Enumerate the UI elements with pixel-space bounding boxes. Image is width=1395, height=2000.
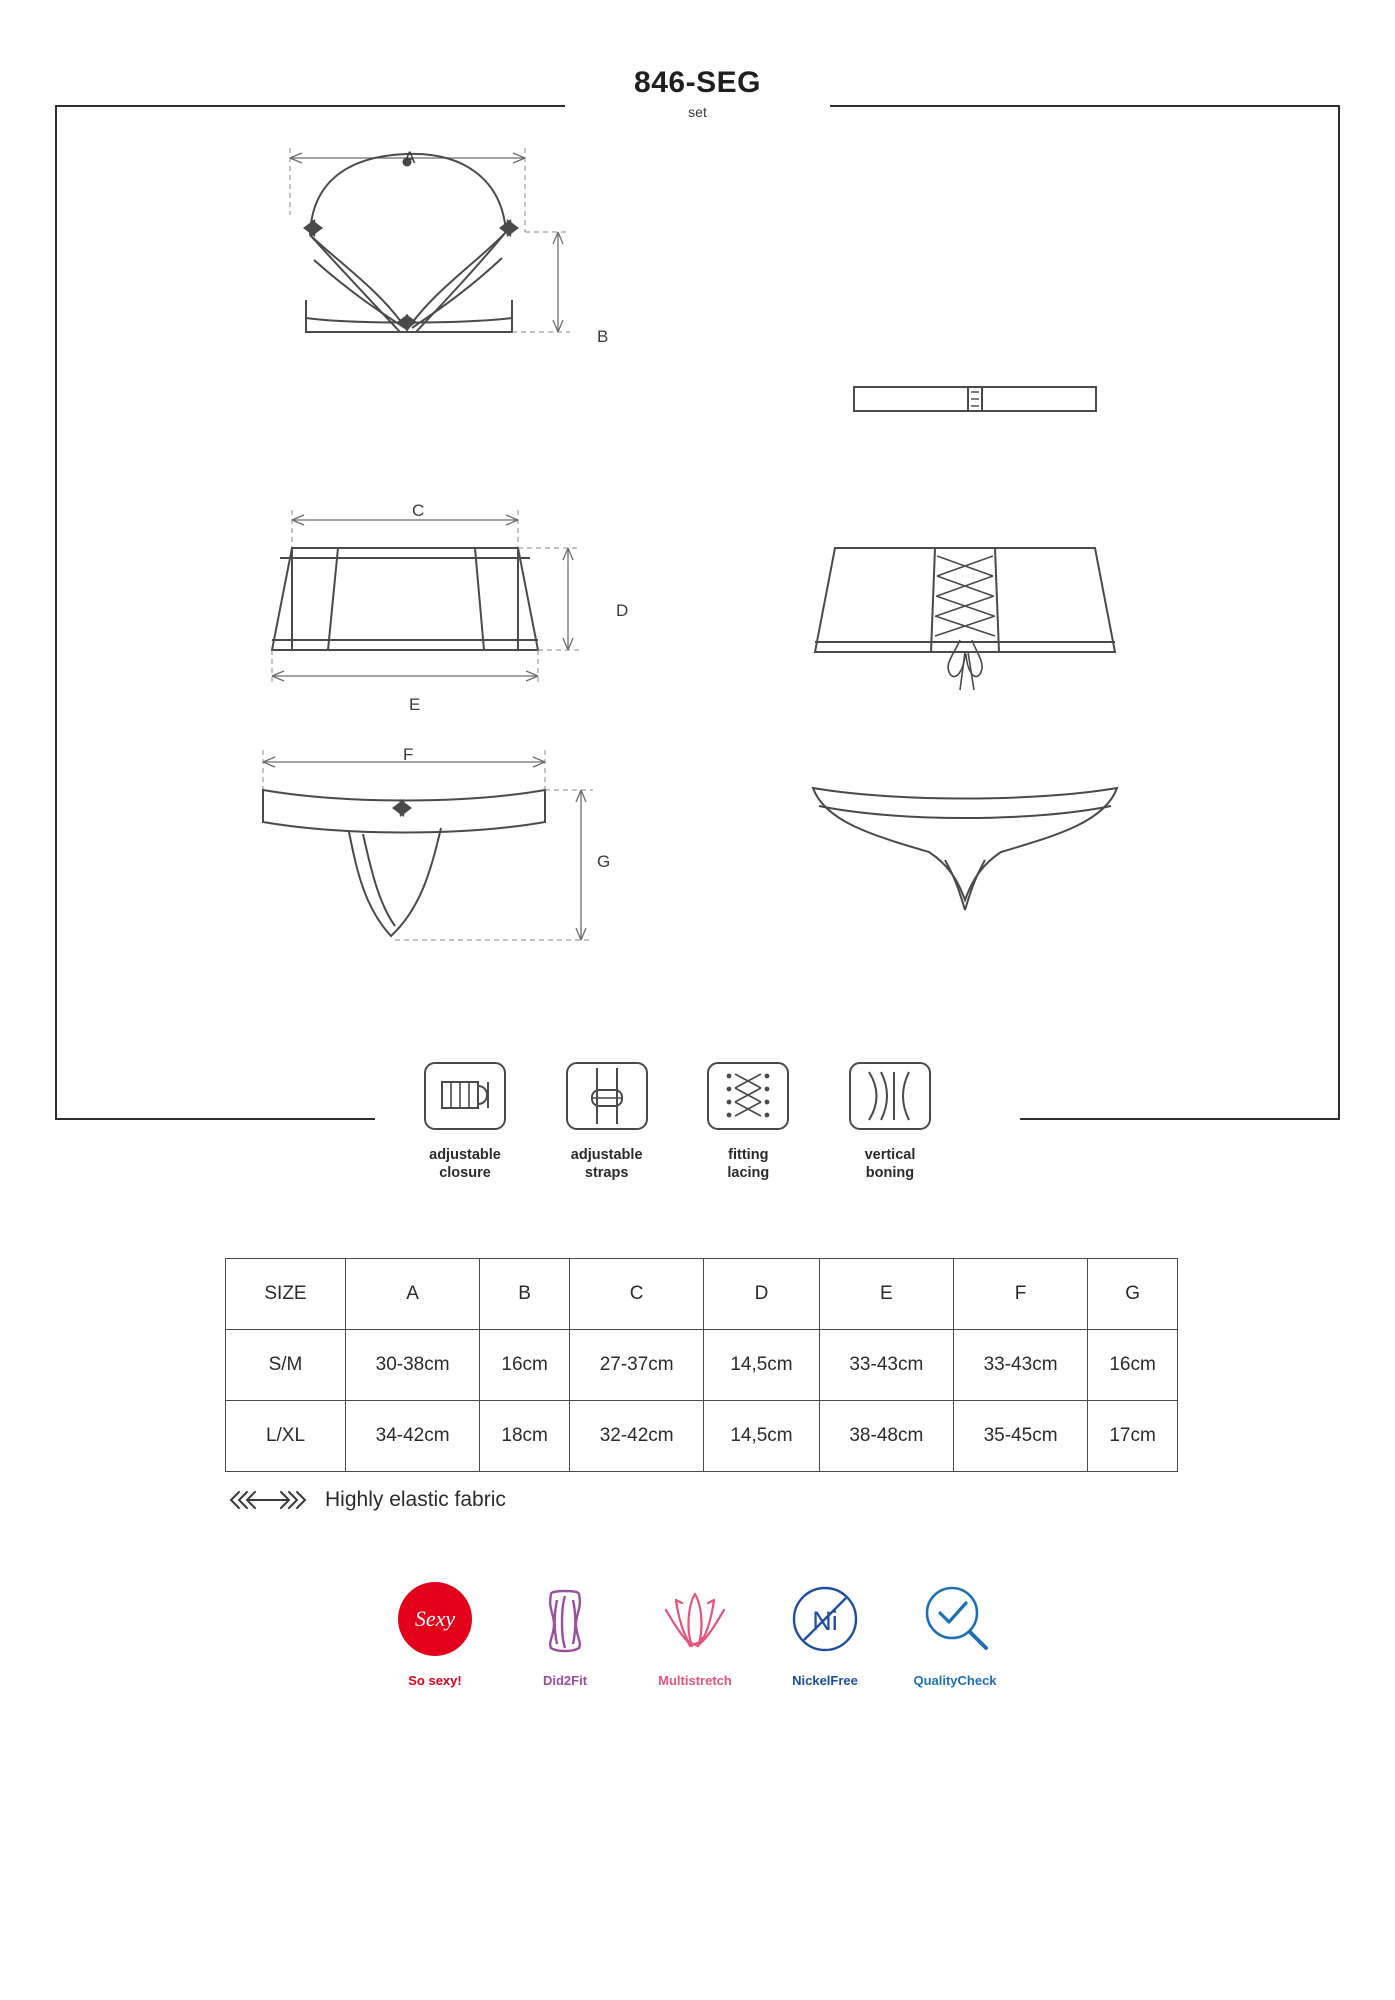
corset-outline-icon xyxy=(526,1580,604,1658)
table-header-cell: A xyxy=(346,1259,480,1330)
dim-label-c: C xyxy=(412,501,425,520)
table-cell: 27-37cm xyxy=(570,1330,704,1401)
table-cell: 38-48cm xyxy=(819,1401,953,1472)
table-cell: 17cm xyxy=(1088,1401,1178,1472)
frame-top-right-edge xyxy=(830,105,1340,107)
table-cell: 34-42cm xyxy=(346,1401,480,1472)
table-cell: 32-42cm xyxy=(570,1401,704,1472)
dim-label-d: D xyxy=(616,601,629,620)
svg-text:Sexy: Sexy xyxy=(414,1606,456,1631)
table-cell: 16cm xyxy=(480,1330,570,1401)
table-cell: 33-43cm xyxy=(819,1330,953,1401)
size-table xyxy=(225,1258,1178,1472)
table-cell: L/XL xyxy=(226,1401,346,1472)
badge-row xyxy=(370,1580,1020,1688)
feature-icon-row xyxy=(405,1060,950,1182)
feature-adjustable-closure xyxy=(405,1060,525,1182)
badge-label: Did2Fit xyxy=(542,1673,588,1688)
frame-left-edge xyxy=(55,105,57,1120)
elastic-fabric-note xyxy=(225,1487,506,1513)
stretch-burst-icon xyxy=(656,1580,734,1658)
badge-did2fit xyxy=(500,1580,630,1688)
table-cell: 33-43cm xyxy=(953,1330,1087,1401)
table-cell: 14,5cm xyxy=(704,1330,819,1401)
corset-back-drawing xyxy=(810,540,1120,700)
table-row xyxy=(226,1401,1178,1472)
frame-bottom-left-edge xyxy=(55,1118,375,1120)
badge-label: Multistretch xyxy=(658,1673,732,1688)
table-header-row xyxy=(226,1259,1178,1330)
hook-closure-icon xyxy=(422,1060,508,1132)
table-cell: 30-38cm xyxy=(346,1330,480,1401)
svg-text:Ni: Ni xyxy=(812,1606,838,1636)
table-header-cell: F xyxy=(953,1259,1087,1330)
feature-vertical-boning xyxy=(830,1060,950,1182)
feature-label: adjustable straps xyxy=(570,1147,643,1182)
frame-top-left-edge xyxy=(55,105,565,107)
table-cell: S/M xyxy=(226,1330,346,1401)
dim-label-a: A xyxy=(404,148,416,167)
feature-fitting-lacing xyxy=(688,1060,808,1182)
product-subtitle: set xyxy=(688,104,707,120)
table-header-cell: SIZE xyxy=(226,1259,346,1330)
table-header-cell: D xyxy=(704,1259,819,1330)
badge-qualitycheck xyxy=(890,1580,1020,1688)
feature-label: adjustable closure xyxy=(429,1147,501,1182)
feature-label: fitting lacing xyxy=(727,1147,770,1182)
badge-label: QualityCheck xyxy=(913,1673,997,1688)
nickel-free-icon xyxy=(786,1580,864,1658)
table-cell: 18cm xyxy=(480,1401,570,1472)
bra-front-drawing xyxy=(240,140,600,410)
dim-label-f: F xyxy=(403,745,414,764)
dim-label-g: G xyxy=(597,852,611,871)
badge-multistretch xyxy=(630,1580,760,1688)
frame-right-edge xyxy=(1338,105,1340,1120)
sexy-circle-icon xyxy=(396,1580,474,1658)
table-header-cell: C xyxy=(570,1259,704,1330)
table-header-cell: E xyxy=(819,1259,953,1330)
badge-nickelfree xyxy=(760,1580,890,1688)
table-header-cell: B xyxy=(480,1259,570,1330)
table-cell: 16cm xyxy=(1088,1330,1178,1401)
product-code: 846-SEG xyxy=(634,66,761,99)
dim-label-e: E xyxy=(409,695,421,714)
title-block xyxy=(498,68,898,120)
table-header-cell: G xyxy=(1088,1259,1178,1330)
elastic-fabric-text: Highly elastic fabric xyxy=(325,1488,506,1511)
dim-label-b: B xyxy=(597,327,609,346)
thong-back-drawing xyxy=(805,760,1125,940)
strap-slider-icon xyxy=(564,1060,650,1132)
frame-bottom-right-edge xyxy=(1020,1118,1340,1120)
feature-label: vertical boning xyxy=(864,1147,916,1182)
thong-front-drawing xyxy=(245,740,615,970)
feature-adjustable-straps xyxy=(547,1060,667,1182)
boning-icon xyxy=(847,1060,933,1132)
table-row xyxy=(226,1330,1178,1401)
badge-label: NickelFree xyxy=(792,1673,858,1688)
corset-front-drawing xyxy=(270,500,620,700)
table-cell: 35-45cm xyxy=(953,1401,1087,1472)
magnifier-check-icon xyxy=(916,1580,994,1658)
double-arrow-icon xyxy=(225,1487,311,1513)
bra-back-drawing xyxy=(850,375,1100,425)
lacing-icon xyxy=(705,1060,791,1132)
table-cell: 14,5cm xyxy=(704,1401,819,1472)
badge-label: So sexy! xyxy=(408,1673,462,1688)
badge-so-sexy xyxy=(370,1580,500,1688)
